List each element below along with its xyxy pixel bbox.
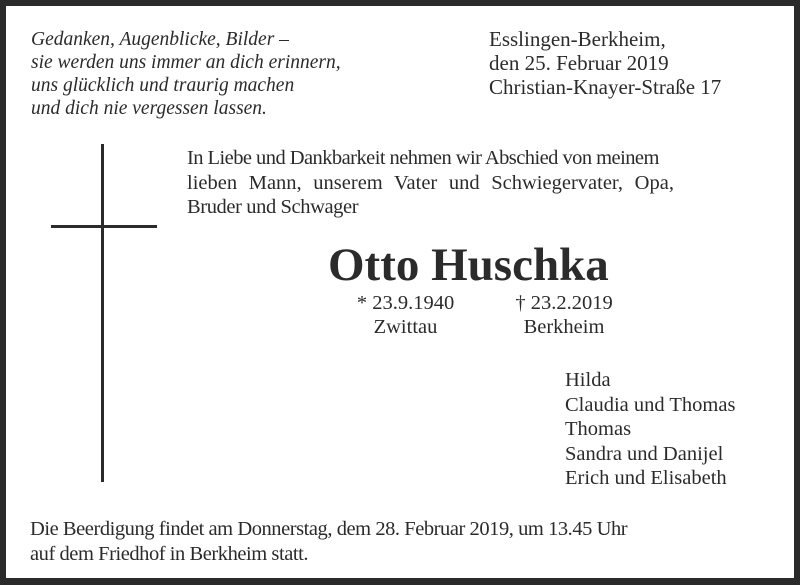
farewell-line: In Liebe und Dankbarkeit nehmen wir Abschied von meinem (187, 147, 659, 169)
death-info (500, 291, 628, 339)
death-date: † 23.2.2019 (515, 292, 613, 314)
mourners-list (565, 368, 735, 491)
mourner: Hilda (565, 369, 611, 391)
place-and-date (489, 27, 721, 99)
funeral-line: Die Beerdigung findet am Donnerstag, dem 28. Februar 2019, um 13.45 Uhr (30, 518, 628, 540)
birth-place: Zwittau (373, 316, 438, 338)
poem-line: Gedanken, Augenblicke, Bilder – (31, 29, 289, 50)
memorial-poem (31, 28, 341, 120)
farewell-line: Bruder und Schwager (187, 196, 359, 218)
death-place: Berkheim (523, 316, 605, 338)
poem-line: sie werden uns immer an dich erinnern, (31, 52, 341, 73)
birth-info (338, 291, 473, 339)
mourner: Erich und Elisabeth (565, 467, 727, 489)
mourner: Sandra und Danijel (565, 442, 724, 465)
cross-vertical-bar (101, 144, 104, 482)
deceased-name: Otto Huschka (328, 239, 609, 291)
funeral-details (30, 517, 627, 566)
street-address: Christian-Knayer-Straße 17 (489, 75, 722, 99)
farewell-line: lieben Mann, unserem Vater und Schwiegervater, Opa, (187, 171, 674, 194)
funeral-line: auf dem Friedhof in Berkheim statt. (30, 542, 309, 565)
notice-date: den 25. Februar 2019 (489, 51, 669, 75)
mourner: Claudia und Thomas (565, 393, 736, 416)
poem-line: uns glücklich und traurig machen (31, 75, 295, 96)
obituary-notice (6, 6, 794, 578)
birth-date: * 23.9.1940 (356, 292, 455, 314)
poem-line: und dich nie vergessen lassen. (31, 98, 267, 119)
cross-horizontal-bar (51, 225, 157, 228)
place: Esslingen-Berkheim, (489, 27, 666, 51)
farewell-text (187, 146, 773, 220)
mourner: Thomas (565, 418, 632, 440)
